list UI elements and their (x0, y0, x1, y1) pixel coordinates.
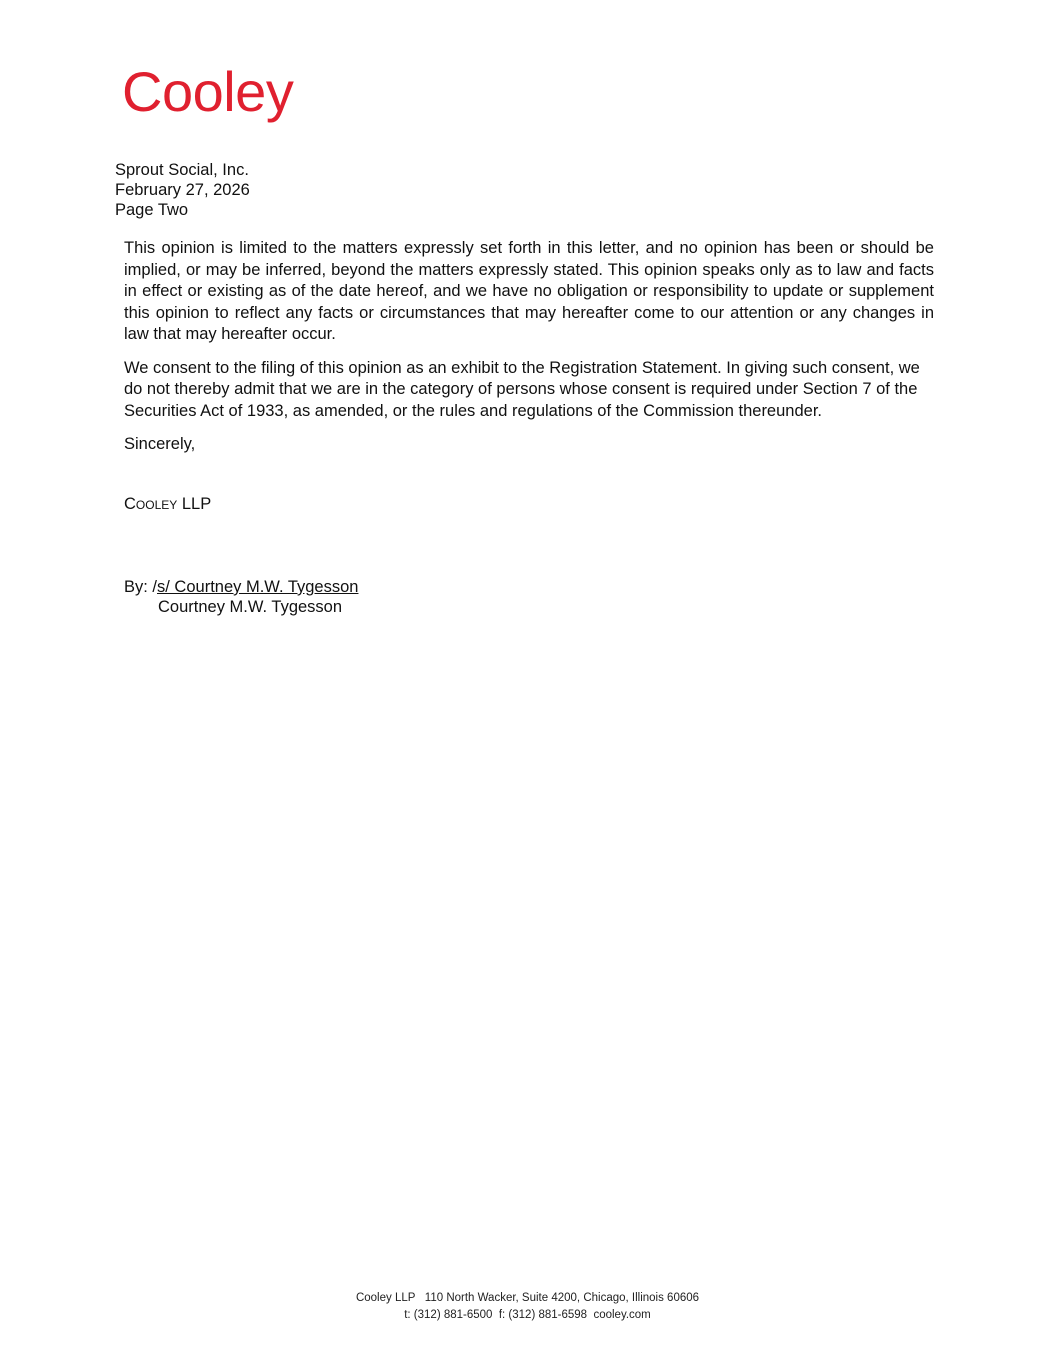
signature-line: s/ Courtney M.W. Tygesson (157, 578, 359, 596)
cooley-logo: Cooley (122, 60, 294, 123)
closing: Sincerely, (124, 435, 196, 453)
firm-suffix: LLP (181, 494, 212, 513)
page-number: Page Two (115, 201, 189, 219)
footer-contact: t: (312) 881-6500 f: (312) 881-6598 cooley.com (404, 1309, 651, 1321)
opinion-paragraph: This opinion is limited to the matters expressly set forth in this letter, and no opinion has been or should be implied, or may be inferred, beyond the matters expressly stated. This opinion speaks only as to law and facts in effect or existing as of the date hereof, and we have no obligation or responsibility to update or supplement this opinion to reflect any facts or circumstances that may hereafter come to our attention or any changes in law that may hereafter occur. (124, 239, 934, 343)
letter-date: February 27, 2026 (115, 181, 250, 199)
consent-paragraph: We consent to the filing of this opinion as an exhibit to the Registration Statement. In giving such consent, we do not thereby admit that we are in the category of persons whose consent is required under Section 7 of the Securities Act of 1933, as amended, or the rules and regulations of the Commission thereunder. (124, 358, 920, 420)
firm-signature-block (124, 494, 934, 516)
firm-name: Cooley (124, 494, 178, 513)
letter-header (115, 160, 250, 220)
footer-address: Cooley LLP 110 North Wacker, Suite 4200, Chicago, Illinois 60606 (355, 1292, 700, 1304)
by-label: By: / (124, 578, 158, 596)
signatory-name: Courtney M.W. Tygesson (158, 598, 343, 616)
letter-footer (0, 1290, 1055, 1324)
addressee: Sprout Social, Inc. (115, 161, 249, 179)
signature-block (124, 577, 934, 617)
letter-body (124, 238, 934, 617)
